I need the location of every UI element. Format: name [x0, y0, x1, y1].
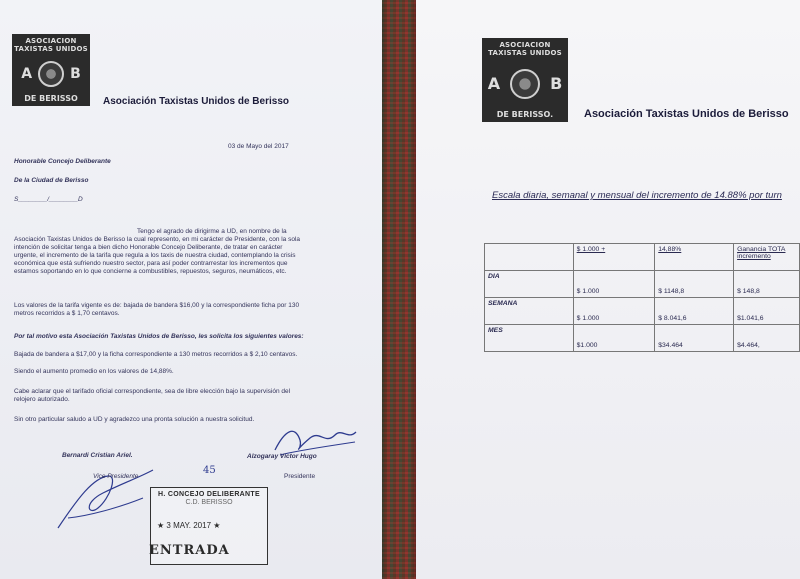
handwritten-number: 45: [203, 465, 216, 476]
table-cell: $ 148,8: [734, 271, 800, 298]
table-cell: $ 1.000: [573, 298, 655, 325]
table-header-cell: Ganancia TOTA incremento: [734, 244, 800, 271]
logo-bottom-text: DE BERISSO.: [496, 110, 554, 119]
text-line: estamos soportando en lo que concierne a combustibles, repuestos, seguros, neumáticos, etc.: [14, 268, 287, 275]
table-row: [485, 325, 800, 352]
logo-letter-a: A: [21, 65, 33, 82]
table-cell: $1.000: [573, 325, 655, 352]
vice-president-name: Bernardi Cristian Ariel.: [62, 452, 133, 459]
page-title: Asociación Taxistas Unidos de Berisso: [584, 108, 789, 120]
scale-page: [416, 0, 800, 579]
letter-page: [0, 0, 382, 579]
vice-president-role: Vice Presidente: [93, 473, 139, 480]
table-cell: $4.464,: [734, 325, 800, 352]
scale-heading: Escala diaria, semanal y mensual del incremento de 14.88% por turn: [492, 190, 782, 201]
paragraph-request: [14, 228, 380, 276]
association-logo: [12, 34, 90, 106]
logo-arc-text: ASOCIACION TAXISTAS UNIDOS: [488, 41, 562, 57]
logo-arc-text: ASOCIACION TAXISTAS UNIDOS: [14, 37, 88, 53]
table-row: [485, 298, 800, 325]
stamp-subtitle: C.D. BERISSO: [185, 499, 233, 506]
logo-letter-b: B: [550, 74, 563, 93]
table-row: [485, 271, 800, 298]
logo-letter-b: B: [70, 65, 81, 82]
paragraph-average: Siendo el aumento promedio en los valores de 14,88%.: [14, 368, 174, 375]
text-line: Los valores de la tarifa vigente es de: bajada de bandera $16,00 y la correspondiente ficha por 130: [14, 302, 300, 309]
text-line: Asociación Taxistas Unidos de Berisso la cual represento, en mi carácter de Presidente, con la sola: [14, 236, 301, 243]
table-cell: $ 8.041,6: [655, 298, 734, 325]
letter-title: Asociación Taxistas Unidos de Berisso: [103, 96, 289, 107]
table-header-row: [485, 244, 800, 271]
text-line: relojero autorizado.: [14, 396, 70, 403]
table-header-cell: [485, 244, 574, 271]
stamp-entrada: ENTRADA: [149, 543, 230, 558]
text-line: intención de solicitar tenga a bien dicho Honorable Concejo Deliberante, de tratar en carácter: [14, 244, 283, 251]
table-cell: DIA: [485, 271, 574, 298]
addressee-line-2: De la Ciudad de Berisso: [14, 177, 89, 184]
association-logo: [482, 38, 568, 122]
stamp-date: ★ 3 MAY. 2017 ★: [157, 521, 221, 530]
text-line: metros recorridos a $ 1,70 centavos.: [14, 310, 120, 317]
s-d-line: S________/________D: [14, 196, 83, 203]
paragraph-clarification: [14, 388, 290, 404]
table-cell: SEMANA: [485, 298, 574, 325]
president-role: Presidente: [284, 473, 316, 480]
table-header-cell: $ 1.000 +: [573, 244, 655, 271]
text-line: Cabe aclarar que el tarifado oficial correspondiente, sea de libre elección bajo la supervisión del: [14, 388, 291, 395]
text-line: urgente, el incremento de la tarifa que regula a los taxis de nuestra ciudad, contemplando la crisis: [14, 252, 296, 259]
increment-table: [484, 243, 800, 352]
text-line: económica que está sufriendo nuestro sector, para así poder contrarrestar los incrementos que: [14, 260, 288, 267]
table-cell: MES: [485, 325, 574, 352]
table-cell: $34.464: [655, 325, 734, 352]
table-cell: $1.041,6: [734, 298, 800, 325]
letter-date: 03 de Mayo del 2017: [228, 143, 289, 150]
addressee-line-1: Honorable Concejo Deliberante: [14, 158, 111, 165]
reception-stamp: [150, 487, 268, 565]
president-name: Alzogaray Víctor Hugo: [247, 453, 317, 460]
logo-letter-a: A: [487, 74, 501, 93]
stamp-title: H. CONCEJO DELIBERANTE: [158, 491, 260, 498]
logo-bottom-text: DE BERISSO: [24, 94, 78, 103]
taxi-emblem-icon: [510, 69, 540, 99]
paragraph-motive: Por tal motivo esta Asociación Taxistas Unidos de Berisso, les solicita los siguientes valores:: [14, 333, 304, 340]
text-line: Tengo el agrado de dirigirme a UD, en nombre de la: [137, 228, 287, 235]
taxi-emblem-icon: [38, 61, 64, 87]
paragraph-current-rates: [14, 302, 299, 318]
table-cell: $ 1.000: [573, 271, 655, 298]
paragraph-closing: Sin otro particular saludo a UD y agradezco una pronta solución a nuestra solicitud.: [14, 416, 255, 423]
table-cell: $ 1148,8: [655, 271, 734, 298]
table-header-cell: 14,88%: [655, 244, 734, 271]
paragraph-new-rates: Bajada de bandera a $17,00 y la ficha correspondiente a 130 metros recorridos a $ 2,10 centavos.: [14, 351, 298, 358]
